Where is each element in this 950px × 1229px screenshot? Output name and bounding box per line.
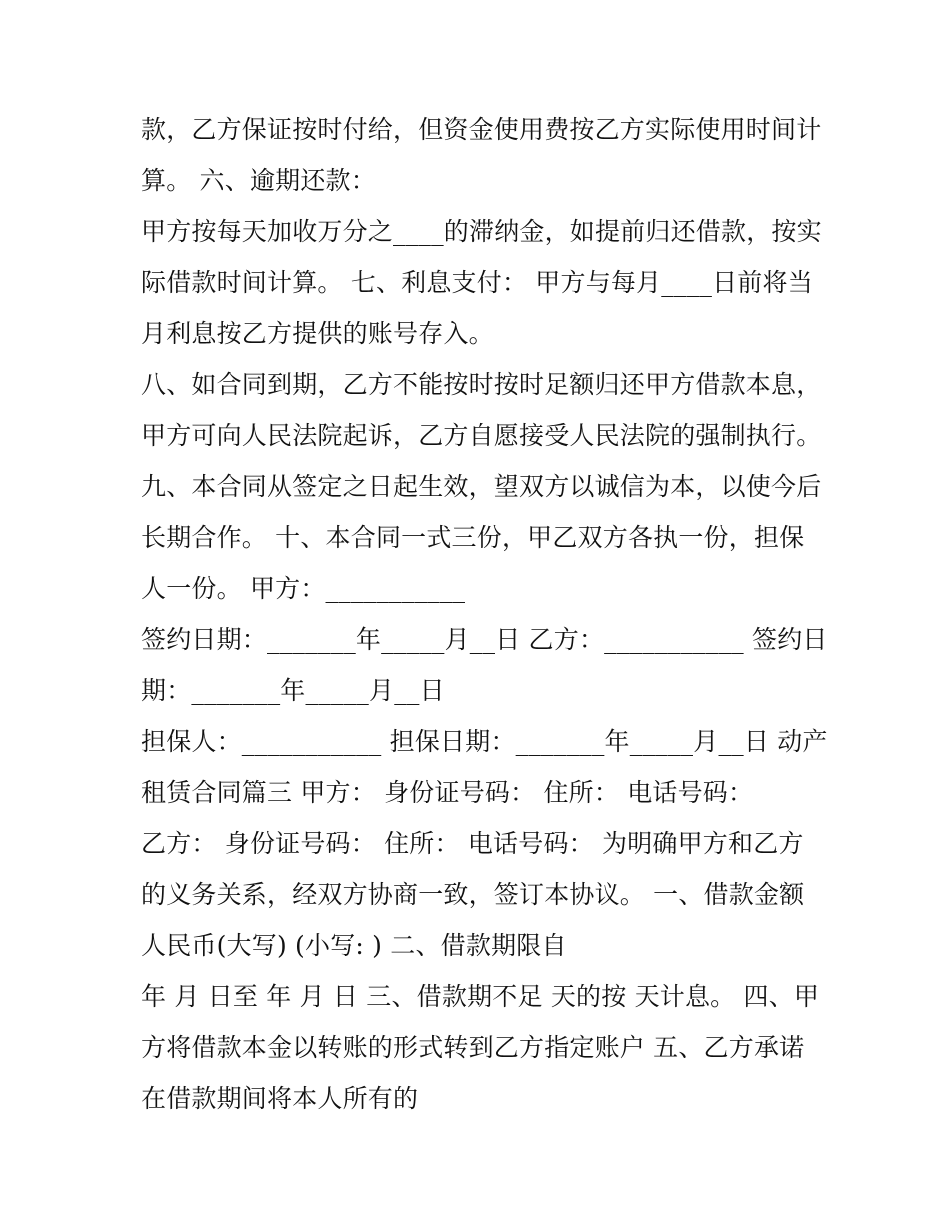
text-line: 长期合作。 十、本合同一式三份，甲乙双方各执一份，担保 <box>141 523 805 552</box>
text-line: 的义务关系，经双方协商一致，签订本协议。 一、借款金额 <box>141 880 805 909</box>
contract-text <box>141 104 831 1124</box>
text-line: 担保人：___________ 担保日期：_______年_____月__日 动产 <box>141 727 828 756</box>
text-line: 签约日期：_______年_____月__日 乙方：___________ 签约日 <box>141 625 828 654</box>
text-line: 算。 六、逾期还款： <box>141 166 376 195</box>
text-line: 期：_______年_____月__日 <box>141 676 445 705</box>
text-line: 人民币(大写) (小写: ) 二、借款期限自 <box>141 931 567 960</box>
text-line: 租赁合同篇三 甲方： 身份证号码： 住所： 电话号码： <box>141 778 754 807</box>
text-line: 方将借款本金以转账的形式转到乙方指定账户 五、乙方承诺 <box>141 1033 805 1062</box>
text-line: 年 月 日至 年 月 日 三、借款期不足 天的按 天计息。 四、甲 <box>141 982 820 1011</box>
text-line: 九、本合同从签定之日起生效，望双方以诚信为本，以使今后 <box>141 472 822 501</box>
text-line: 月利息按乙方提供的账号存入。 <box>141 319 494 348</box>
text-line: 在借款期间将本人所有的 <box>141 1084 419 1113</box>
text-line: 际借款时间计算。 七、利息支付： 甲方与每月____日前将当 <box>141 268 813 297</box>
text-line: 乙方： 身份证号码： 住所： 电话号码： 为明确甲方和乙方 <box>141 829 804 858</box>
text-line: 甲方按每天加收万分之____的滞纳金，如提前归还借款，按实 <box>141 217 822 246</box>
text-line: 甲方可向人民法院起诉，乙方自愿接受人民法院的强制执行。 <box>141 421 822 450</box>
text-line: 人一份。 甲方：___________ <box>141 574 466 603</box>
text-line: 款，乙方保证按时付给，但资金使用费按乙方实际使用时间计 <box>141 115 822 144</box>
text-line: 八、如合同到期，乙方不能按时按时足额归还甲方借款本息， <box>141 370 822 399</box>
